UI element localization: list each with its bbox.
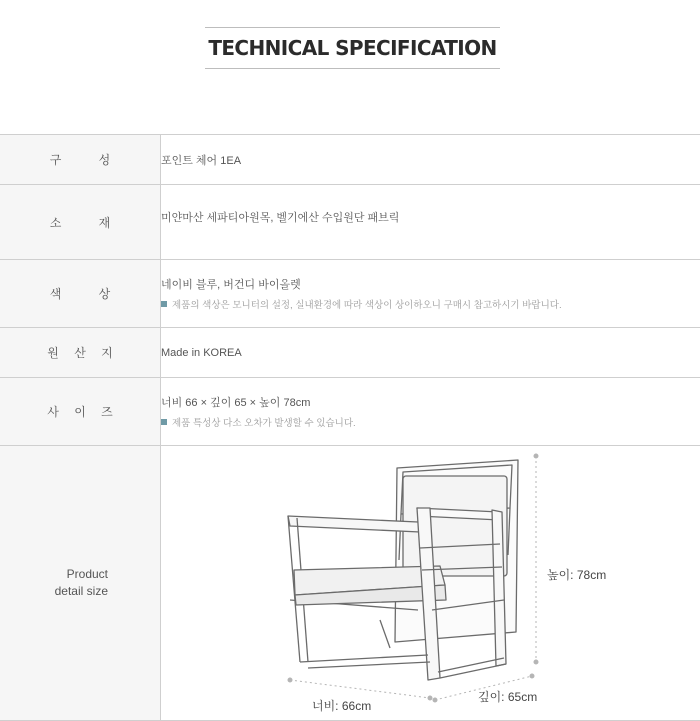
square-bullet-icon xyxy=(161,419,167,425)
square-bullet-icon xyxy=(161,301,167,307)
row-note: 제품의 색상은 모니터의 설정, 실내환경에 따라 색상이 상이하오니 구매시 참고하시기 바랍니다. xyxy=(161,297,700,311)
row-value: Made in KOREA xyxy=(161,328,700,378)
row-value xyxy=(161,260,700,328)
row-label: 소 재 xyxy=(0,185,161,260)
row-note: 제품 특성상 다소 오차가 발생할 수 있습니다. xyxy=(161,415,700,429)
spec-row-color xyxy=(0,260,700,328)
row-label: 색 상 xyxy=(0,260,161,328)
row-label: 사 이 즈 xyxy=(0,378,161,446)
spec-row-composition xyxy=(0,135,700,185)
row-value: 포인트 체어 1EA xyxy=(161,135,700,185)
spec-row-material xyxy=(0,185,700,260)
row-label xyxy=(0,446,161,721)
spec-row-origin xyxy=(0,328,700,378)
detail-label: Product detail size xyxy=(54,567,108,598)
armchair-line-drawing-icon xyxy=(270,450,550,710)
row-value xyxy=(161,378,700,446)
height-dimension-label: 높이: 78cm xyxy=(547,568,607,582)
depth-dimension-label: 깊이: 65cm xyxy=(478,690,538,704)
row-label: 원 산 지 xyxy=(0,328,161,378)
spec-row-size xyxy=(0,378,700,446)
row-label: 구 성 xyxy=(0,135,161,185)
width-dimension-label: 너비: 66cm xyxy=(312,699,372,713)
page-title: TECHNICAL SPECIFICATION xyxy=(208,36,497,60)
row-value-text: 너비 66 × 깊이 65 × 높이 78cm xyxy=(161,397,311,409)
row-value-text: 네이비 블루, 버건디 바이올렛 xyxy=(161,279,301,291)
title-rule xyxy=(205,27,500,69)
row-value: 미얀마산 세파티아원목, 벨기에산 수입원단 패브릭 xyxy=(161,185,700,260)
